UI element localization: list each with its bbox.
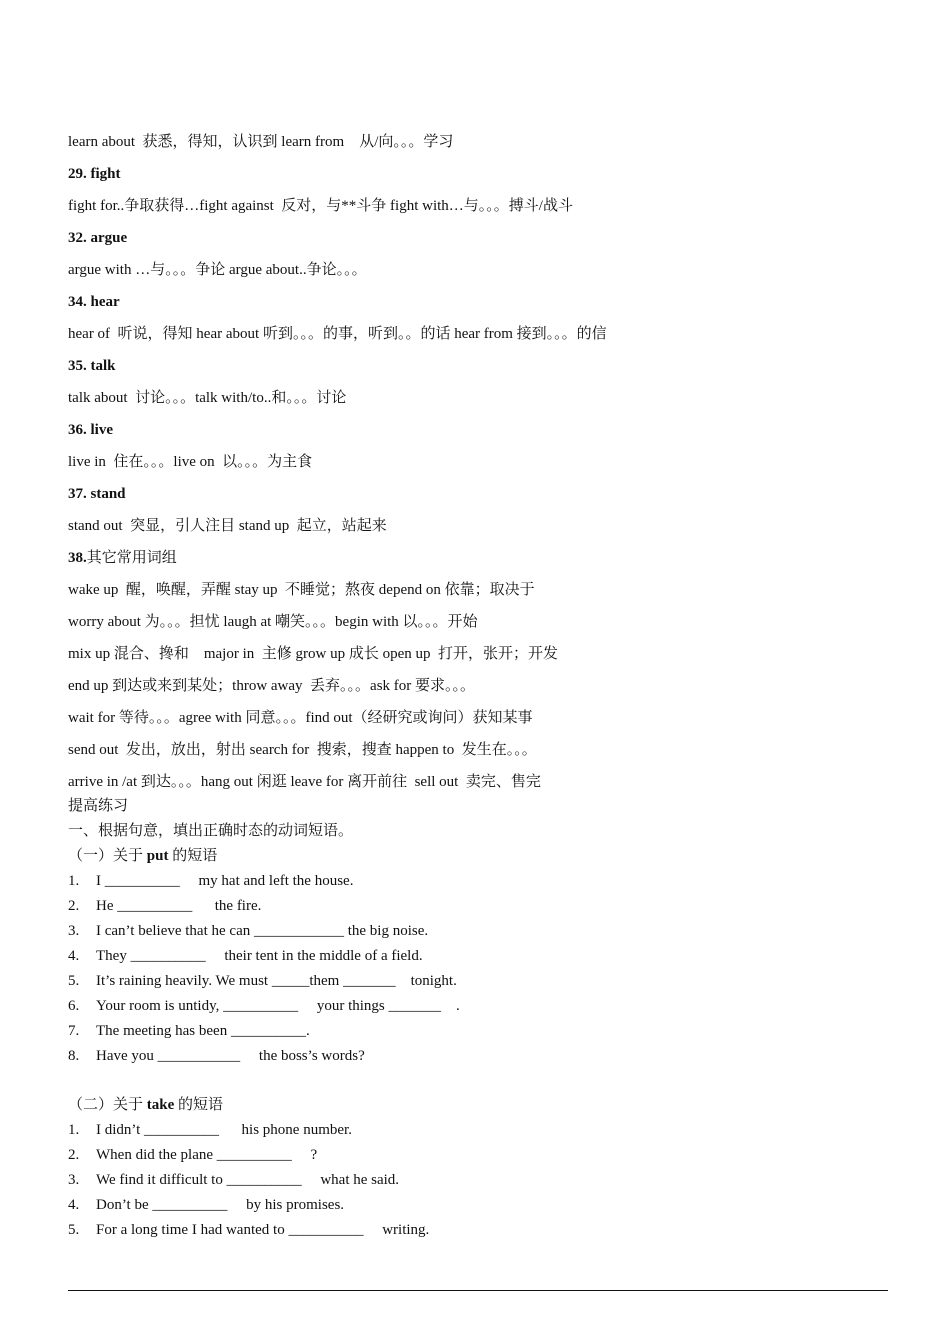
exercise-sentence: I didn’t __________ his phone number.	[96, 1122, 352, 1138]
exercise-sentence: For a long time I had wanted to __________ writing.	[96, 1222, 430, 1238]
phrase-line: end up 到达或来到某处；throw away 丢弃。。。ask for 要求。。。	[68, 678, 476, 694]
vocab-line: argue with …与。。。争论 argue about..争论。。。	[68, 262, 367, 278]
phrase-line: mix up 混合、搀和 major in 主修 grow up 成长 open up 打开，张开；开发	[68, 646, 558, 662]
item-number: 4.	[68, 1197, 80, 1213]
group-word: take	[146, 1097, 175, 1113]
group-suffix: 的短语	[168, 848, 218, 864]
vocab-line: stand out 突显，引人注目 stand up 起立，站起来	[68, 518, 387, 534]
group-prefix: （一）关于	[68, 848, 147, 864]
item-number: 6.	[68, 998, 80, 1014]
exercise-sentence: He __________ the fire.	[96, 898, 262, 914]
exercise-sentence: The meeting has been __________.	[96, 1023, 310, 1039]
item-number: 3.	[68, 1172, 80, 1188]
other-phrases-heading	[68, 548, 177, 568]
phrase-line: worry about 为。。。担忧 laugh at 嘲笑。。。begin with 以。。。开始	[68, 614, 478, 630]
vocab-line: fight for..争取获得…fight against 反对，与**斗争 fight with…与。。。搏斗/战斗	[68, 198, 573, 214]
vocab-line: live in 住在。。。live on 以。。。为主食	[68, 454, 313, 470]
item-number: 1.	[68, 1122, 80, 1138]
vocab-heading: 37. stand	[68, 486, 126, 502]
vocab-line: learn about 获悉，得知，认识到 learn from 从/向。。。学习	[68, 134, 454, 150]
phrase-line: send out 发出，放出，射出 search for 搜索，搜查 happen to 发生在。。。	[68, 742, 537, 758]
vocab-heading: 34. hear	[68, 294, 120, 310]
practice-title: 提高练习	[68, 798, 129, 814]
exercise-sentence: I can’t believe that he can ____________ the big noise.	[96, 923, 429, 939]
footer-rule	[68, 1290, 888, 1291]
exercise-sentence: Don’t be __________ by his promises.	[96, 1197, 345, 1213]
vocab-heading: 35. talk	[68, 358, 116, 374]
exercise-sentence: Have you ___________ the boss’s words?	[96, 1048, 365, 1064]
group-prefix: （二）关于	[68, 1097, 147, 1113]
exercise-sentence: I __________ my hat and left the house.	[96, 873, 354, 889]
item-number: 5.	[68, 973, 80, 989]
item-number: 3.	[68, 923, 80, 939]
item-number: 2.	[68, 1147, 80, 1163]
vocab-line: hear of 听说，得知 hear about 听到。。。的事，听到。。的话 hear from 接到。。。的信	[68, 326, 607, 342]
item-number: 8.	[68, 1048, 80, 1064]
item-number: 4.	[68, 948, 80, 964]
vocab-heading: 36. live	[68, 422, 113, 438]
exercise-sentence: They __________ their tent in the middle of a field.	[96, 948, 423, 964]
exercise-sentence: Your room is untidy, __________ your things _______ .	[96, 998, 460, 1014]
heading-number: 38.	[68, 550, 87, 566]
heading-text: 其它常用词组	[86, 550, 177, 566]
group-suffix: 的短语	[174, 1097, 224, 1113]
exercise-sentence: When did the plane __________ ?	[96, 1147, 318, 1163]
phrase-line: wait for 等待。。。agree with 同意。。。find out（经研究或询问）获知某事	[68, 710, 533, 726]
phrase-line: arrive in /at 到达。。。hang out 闲逛 leave for 离开前往 sell out 卖完、售完	[68, 774, 541, 790]
exercise-sentence: We find it difficult to __________ what he said.	[96, 1172, 400, 1188]
vocab-heading: 32. argue	[68, 230, 128, 246]
take-group-title	[68, 1095, 223, 1115]
item-number: 5.	[68, 1222, 80, 1238]
group-word: put	[146, 848, 169, 864]
vocab-heading: 29. fight	[68, 166, 121, 182]
put-group-title	[68, 846, 217, 866]
phrase-line: wake up 醒，唤醒，弄醒 stay up 不睡觉；熬夜 depend on 依靠；取决于	[68, 582, 535, 598]
section-one-title: 一、根据句意，填出正确时态的动词短语。	[68, 823, 354, 839]
item-number: 7.	[68, 1023, 80, 1039]
item-number: 1.	[68, 873, 80, 889]
exercise-sentence: It’s raining heavily. We must _____them _______ tonight.	[96, 973, 457, 989]
vocab-line: talk about 讨论。。。talk with/to..和。。。讨论	[68, 390, 347, 406]
item-number: 2.	[68, 898, 80, 914]
